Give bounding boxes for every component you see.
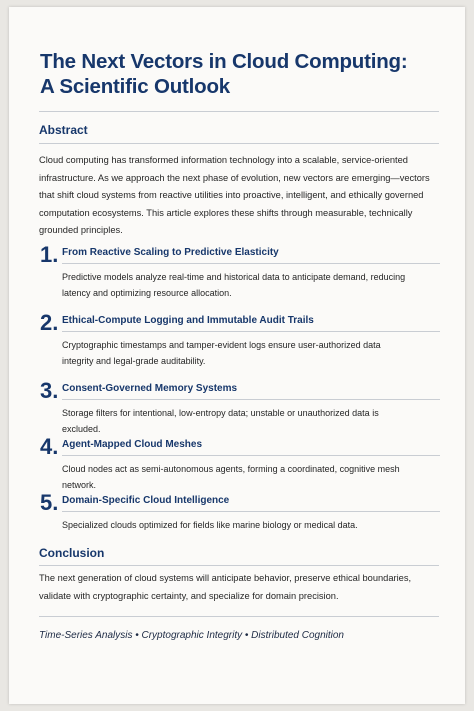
item-number: 5. (40, 490, 59, 515)
item-divider (62, 511, 440, 512)
item-number: 1. (40, 242, 59, 267)
abstract-text: Cloud computing has transformed information technology into a scalable, service-oriented infrastructure. As we approach the next phase of evolution, new vectors are emerging—vectors that shift cloud systems from reactive utilities into proactive, intelligent, and ethically governed computation ecosystems. This article explores these shifts through measurable, technically grounded principles. (39, 155, 430, 235)
item-divider (62, 399, 440, 400)
item-divider (62, 455, 440, 456)
item-divider (62, 263, 440, 264)
item-description: Cryptographic timestamps and tamper-evident logs ensure user-authorized data integrity and legal-grade auditability. (62, 340, 381, 366)
item-title: Ethical-Compute Logging and Immutable Audit Trails (62, 315, 314, 326)
abstract-divider (39, 143, 439, 144)
footer-keywords: Time-Series Analysis • Cryptographic Integrity • Distributed Cognition (39, 630, 344, 641)
item-description: Storage filters for intentional, low-entropy data; unstable or unauthorized data is excluded. (62, 408, 379, 434)
page-title (40, 49, 440, 99)
item-title: Consent-Governed Memory Systems (62, 383, 238, 394)
title-divider (39, 111, 439, 112)
item-title: Agent-Mapped Cloud Meshes (62, 439, 203, 450)
item-number: 2. (40, 310, 59, 335)
item-number: 4. (40, 434, 59, 459)
conclusion-heading: Conclusion (39, 546, 105, 560)
document-page (9, 7, 465, 704)
item-description: Cloud nodes act as semi-autonomous agents, forming a coordinated, cognitive mesh network. (62, 464, 400, 490)
conclusion-text: The next generation of cloud systems will anticipate behavior, preserve ethical boundaries, validate with cryptographic certainty, and specialize for domain precision. (39, 573, 412, 601)
item-description: Specialized clouds optimized for fields like marine biology or medical data. (62, 520, 358, 530)
title-line-1: The Next Vectors in Cloud Computing: (40, 50, 408, 73)
item-number: 3. (40, 378, 59, 403)
item-divider (62, 331, 440, 332)
title-line-2: A Scientific Outlook (40, 75, 231, 98)
footer-divider (39, 616, 439, 617)
conclusion-divider (39, 565, 439, 566)
item-title: From Reactive Scaling to Predictive Elasticity (62, 247, 279, 258)
item-description: Predictive models analyze real-time and historical data to anticipate demand, reducing latency and optimizing resource allocation. (62, 272, 406, 298)
item-title: Domain-Specific Cloud Intelligence (62, 495, 230, 506)
abstract-heading: Abstract (39, 123, 88, 137)
